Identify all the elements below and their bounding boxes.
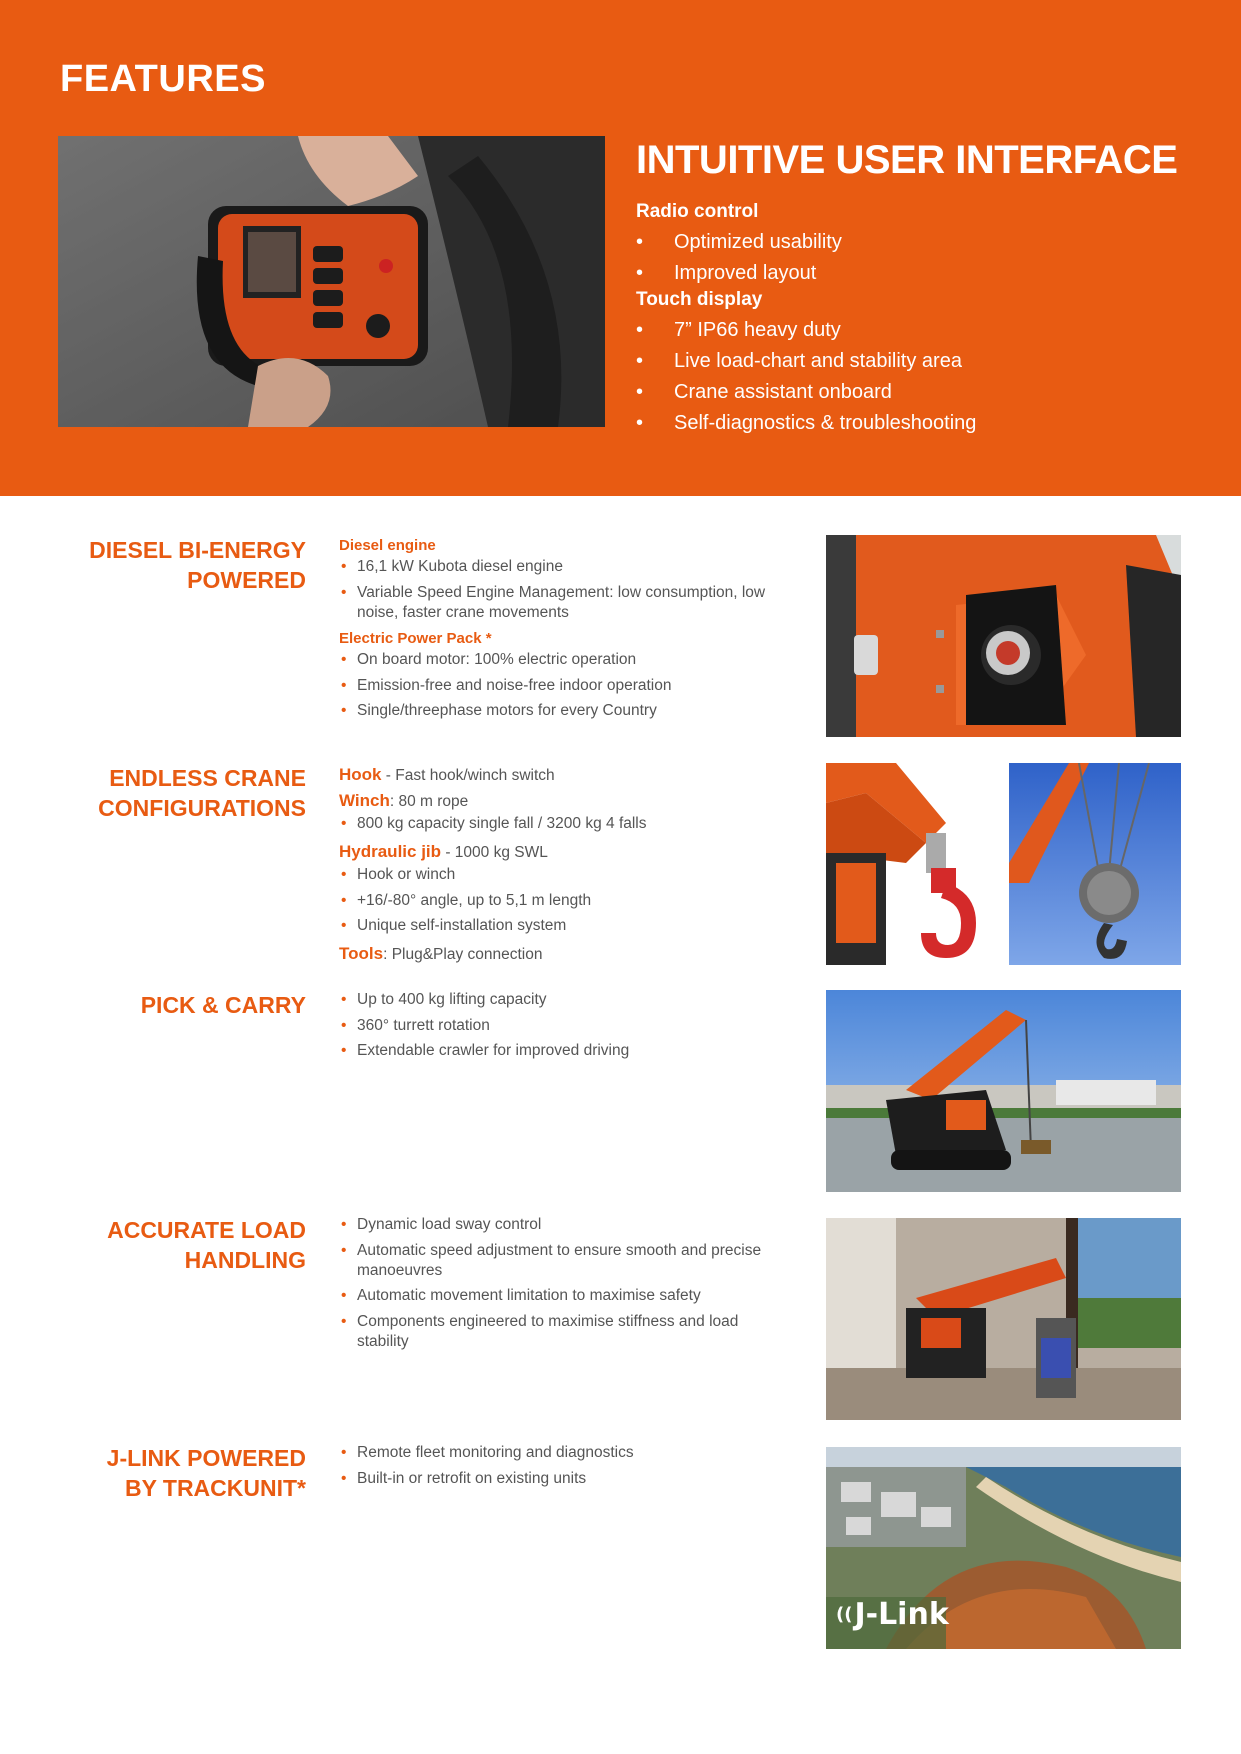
jib-line: Hydraulic jib - 1000 kg SWL [339,841,548,861]
list-item: • Extendable crawler for improved driving [339,1041,789,1061]
electric-socket-photo [826,535,1181,737]
section-content [339,1215,789,1357]
list-item: • Automatic movement limitation to maximise safety [339,1286,789,1306]
group-label-touch: Touch display [636,289,763,310]
ui-features [636,138,1196,439]
section-content [339,763,789,967]
list-item: • Optimized usability [636,227,1196,258]
section-heading: PICK & CARRY [140,992,306,1018]
list-item: • On board motor: 100% electric operation [339,650,789,670]
electric-power-list [339,650,789,721]
list-item: • Dynamic load sway control [339,1215,789,1235]
list-item: • 800 kg capacity single fall / 3200 kg 4 falls [339,814,789,834]
radio-control-photo [58,136,605,427]
bullet-icon: • [636,350,644,372]
list-item: • Live load-chart and stability area [636,346,1196,377]
list-item: • Automatic speed adjustment to ensure smooth and precise manoeuvres [339,1241,789,1281]
touch-display-list [636,315,1196,439]
bullet-icon: • [636,381,644,403]
jlink-aerial-photo [826,1447,1181,1649]
radio-control-list [636,227,1196,289]
crane-outdoor-photo [826,990,1181,1192]
list-item: • Self-diagnostics & troubleshooting [636,408,1196,439]
list-item: • Built-in or retrofit on existing units [339,1469,789,1489]
list-item: • Unique self-installation system [339,916,789,936]
list-item: • Hook or winch [339,865,789,885]
list-item: • Remote fleet monitoring and diagnostics [339,1443,789,1463]
section-heading: DIESEL BI-ENERGY POWERED [89,537,306,593]
subheading-electric-power-pack: Electric Power Pack * [339,630,492,647]
list-item: • 7” IP66 heavy duty [636,315,1196,346]
bullet-icon: • [636,319,644,341]
jlink-logo: (( J-Link [836,1597,949,1632]
crane-indoor-photo [826,1218,1181,1420]
tools-line: Tools: Plug&Play connection [339,943,543,963]
list-item: • 16,1 kW Kubota diesel engine [339,557,789,577]
section-content [339,990,789,1067]
section-content [339,535,789,727]
section-heading: ACCURATE LOAD HANDLING [107,1217,306,1273]
pick-carry-list [339,990,789,1061]
bullet-icon: • [636,412,644,434]
bullet-icon: • [636,262,644,284]
hook-line: Hook - Fast hook/winch switch [339,765,555,784]
section-content [339,1443,789,1494]
winch-block-photo [1009,763,1181,965]
list-item: • Emission-free and noise-free indoor operation [339,676,789,696]
winch-line: Winch: 80 m rope [339,790,469,810]
section-heading: ENDLESS CRANE CONFIGURATIONS [98,765,306,821]
list-item: • Components engineered to maximise stiffness and load stability [339,1312,789,1352]
section-title: INTUITIVE USER INTERFACE [636,138,1178,182]
list-item: • Variable Speed Engine Management: low consumption, low noise, faster crane movements [339,583,789,623]
page-title: FEATURES [60,58,266,100]
jib-list [339,865,789,936]
diesel-engine-list [339,557,789,623]
winch-list [339,814,789,834]
bullet-icon: • [636,231,644,253]
list-item: • Single/threephase motors for every Country [339,701,789,721]
list-item: • +16/-80° angle, up to 5,1 m length [339,891,789,911]
list-item: • Up to 400 kg lifting capacity [339,990,789,1010]
jlink-list [339,1443,789,1489]
list-item: • Improved layout [636,258,1196,289]
group-label-radio: Radio control [636,201,759,222]
hook-photo [826,763,998,965]
subheading-diesel-engine: Diesel engine [339,537,436,554]
features-banner [0,0,1241,496]
list-item: • 360° turrett rotation [339,1016,789,1036]
signal-icon: (( [836,1604,853,1625]
section-heading: J-LINK POWERED BY TRACKUNIT* [106,1445,306,1501]
list-item: • Crane assistant onboard [636,377,1196,408]
accurate-load-list [339,1215,789,1352]
